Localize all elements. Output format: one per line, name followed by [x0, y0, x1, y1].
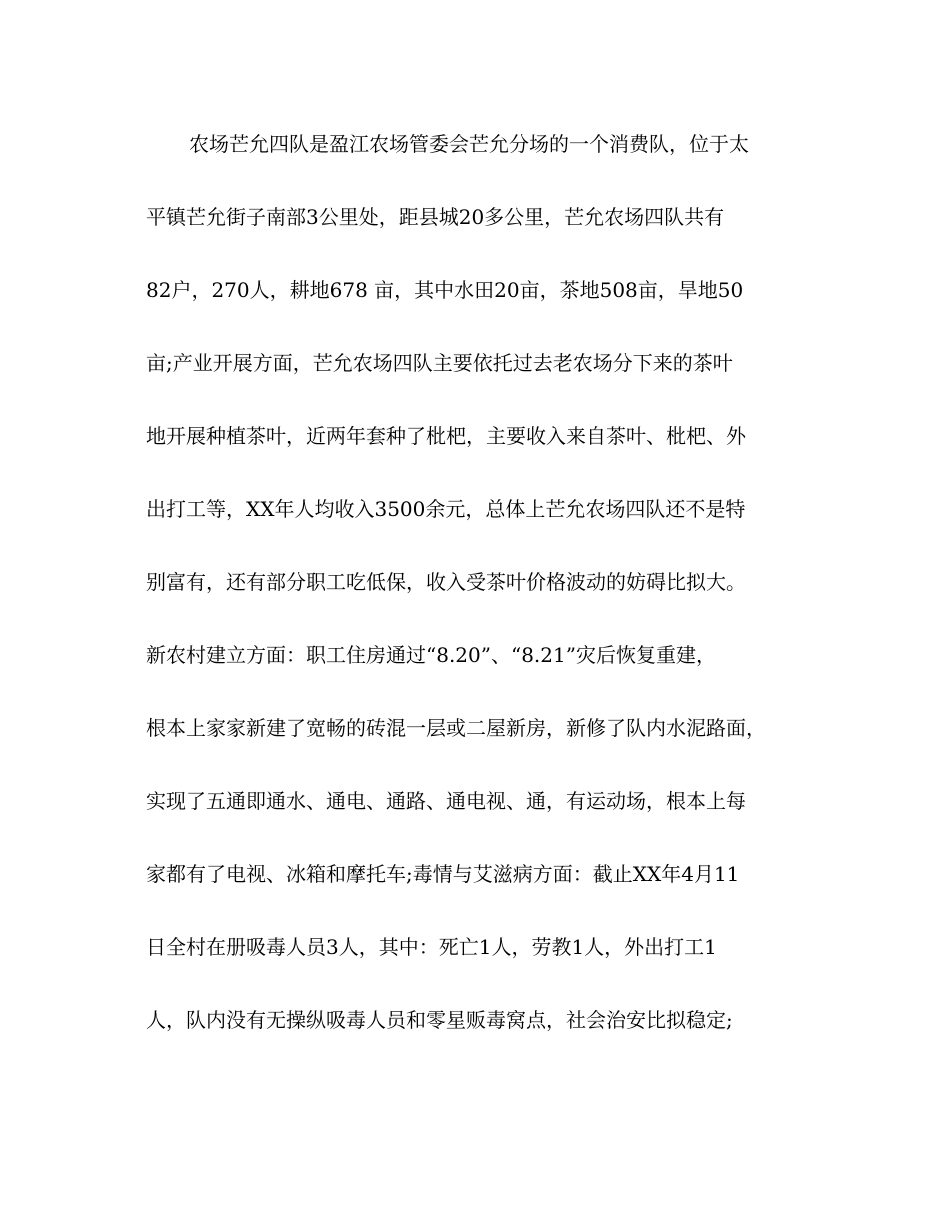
paragraph-line: 82户，270人，耕地678 亩，其中水田20亩，茶地508亩，旱地50 [146, 278, 744, 302]
paragraph-line: 平镇芒允街子南部3公里处，距县城20多公里，芒允农场四队共有 [146, 205, 725, 229]
paragraph-line: 农场芒允四队是盈江农场管委会芒允分场的一个消费队，位于太 [189, 132, 749, 156]
paragraph-line: 地开展种植茶叶，近两年套种了枇杷，主要收入来自茶叶、枇杷、外 [146, 424, 746, 448]
paragraph-line: 根本上家家新建了宽畅的砖混一层或二屋新房，新修了队内水泥路面， [146, 716, 766, 740]
paragraph-line: 实现了五通即通水、通电、通路、通电视、通，有运动场，根本上每 [146, 789, 746, 813]
paragraph-line: 新农村建立方面：职工住房通过“8.20”、“8.21”灾后恢复重建， [146, 643, 716, 667]
paragraph-line: 别富有，还有部分职工吃低保，收入受茶叶价格波动的妨碍比拟大。 [146, 570, 746, 594]
paragraph-line: 家都有了电视、冰箱和摩托车;毒情与艾滋病方面：截止XX年4月11 [146, 862, 740, 886]
paragraph-line: 亩;产业开展方面，芒允农场四队主要依托过去老农场分下来的茶叶 [146, 351, 733, 375]
paragraph-line: 人，队内没有无操纵吸毒人员和零星贩毒窝点，社会治安比拟稳定; [146, 1008, 733, 1032]
paragraph-line: 日全村在册吸毒人员3人，其中：死亡1人，劳教1人，外出打工1 [146, 935, 717, 959]
paragraph-line: 出打工等，XX年人均收入3500余元，总体上芒允农场四队还不是特 [146, 497, 746, 521]
